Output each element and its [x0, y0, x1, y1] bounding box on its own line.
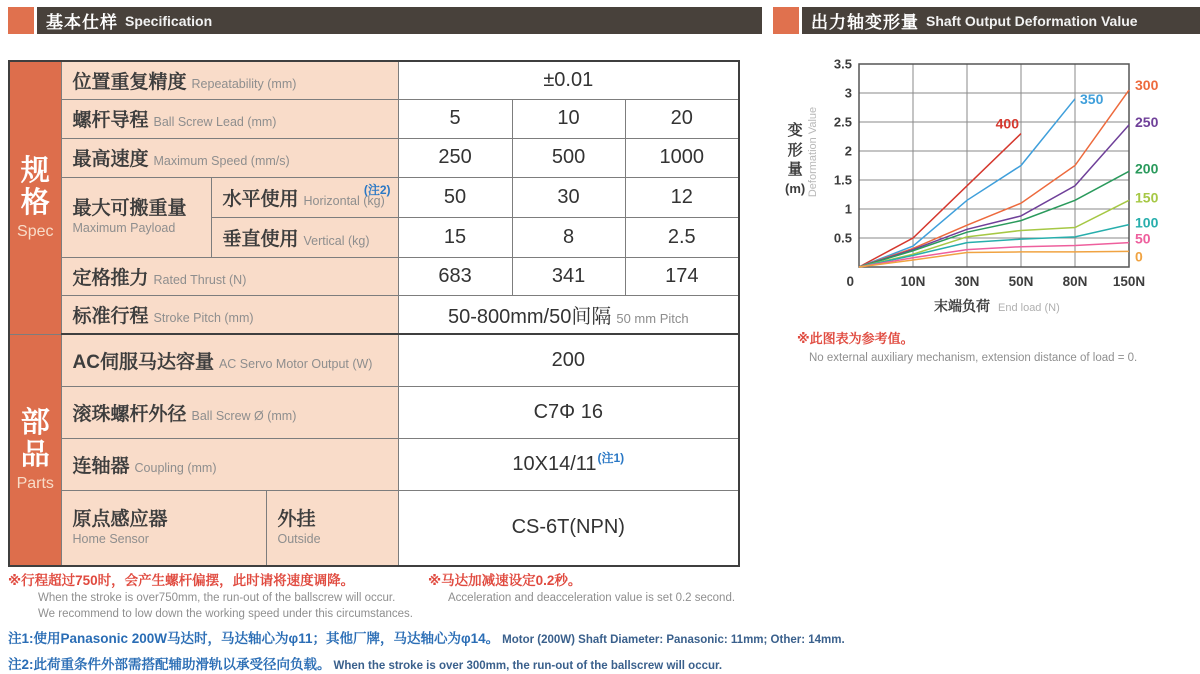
- value-cell: 200: [398, 334, 739, 386]
- section-band-spec: [9, 61, 61, 334]
- value-cell: 50: [398, 177, 512, 217]
- row-label-servo-output: AC伺服马达容量 AC Servo Motor Output (W): [61, 334, 398, 386]
- svg-text:1.5: 1.5: [833, 172, 852, 188]
- svg-text:200: 200: [1135, 160, 1159, 177]
- deformation-chart-area: [773, 52, 1200, 366]
- chart-reference-note: ※此图表为参考值。 No external auxiliary mechanism, extension distance of load = 0.: [797, 331, 1138, 364]
- value-cell: 683: [398, 257, 512, 295]
- svg-text:400: 400: [995, 115, 1019, 132]
- specification-table: [8, 60, 740, 567]
- svg-text:350: 350: [1080, 90, 1104, 107]
- row-label-stroke-pitch: 标准行程 Stroke Pitch (mm): [61, 295, 398, 334]
- value-cell: 2.5: [625, 217, 739, 257]
- svg-text:150N: 150N: [1112, 274, 1146, 289]
- band-en: Parts: [16, 474, 54, 492]
- svg-text:3.5: 3.5: [833, 56, 852, 72]
- footnote-note2: 注2:此荷重条件外部需搭配辅助滑轨以承受径向负载。 When the stroke is over 300mm, the run-out of the ballscrew will occur.: [8, 657, 723, 673]
- table-row: [9, 257, 739, 295]
- svg-text:末端负荷: 末端负荷: [934, 298, 990, 314]
- value-cell: 500: [512, 138, 625, 177]
- svg-text:0.5: 0.5: [833, 230, 852, 246]
- svg-text:0: 0: [846, 274, 854, 289]
- sub-label-horizontal: 水平使用 Horizontal (kg) (注2): [211, 177, 398, 217]
- accent-square-icon: [773, 7, 802, 34]
- row-label-repeatability: 位置重复精度 Repeatability (mm): [61, 61, 398, 99]
- value-cell: 5: [398, 99, 512, 138]
- svg-text:3: 3: [844, 85, 852, 101]
- deformation-header-zh: 出力轴变形量: [811, 13, 919, 32]
- row-label-ball-screw-dia: 滚珠螺杆外径 Ball Screw Ø (mm): [61, 386, 398, 438]
- svg-text:2: 2: [844, 143, 852, 159]
- row-label-max-speed: 最高速度 Maximum Speed (mm/s): [61, 138, 398, 177]
- row-label-home-sensor: 原点感应器 Home Sensor: [61, 490, 266, 566]
- sub-label-vertical: 垂直使用 Vertical (kg): [211, 217, 398, 257]
- table-row: [9, 99, 739, 138]
- table-row: [9, 177, 739, 217]
- table-row: [9, 138, 739, 177]
- band-zh: 规格: [20, 154, 50, 220]
- table-row: [9, 438, 739, 490]
- svg-text:0: 0: [1135, 248, 1143, 265]
- footnote-note1: 注1:使用Panasonic 200W马达时，马达轴心为φ11；其他厂牌，马达轴心为φ14。 Motor (200W) Shaft Diameter: Panasonic: 11mm; Other: 14mm.: [8, 631, 845, 647]
- band-zh: 部品: [20, 406, 50, 472]
- value-cell: 341: [512, 257, 625, 295]
- value-cell: 10: [512, 99, 625, 138]
- svg-text:10N: 10N: [900, 274, 926, 289]
- spec-header-zh: 基本仕样: [46, 13, 118, 32]
- note2-superscript: (注2): [363, 182, 391, 197]
- svg-text:100: 100: [1135, 214, 1159, 231]
- svg-text:250: 250: [1135, 113, 1159, 130]
- row-label-rated-thrust: 定格推力 Rated Thrust (N): [61, 257, 398, 295]
- value-cell: ±0.01: [398, 61, 739, 99]
- footnote-acceleration: ※马达加减速设定0.2秒。 Acceleration and deacceleration value is set 0.2 second.: [428, 573, 736, 605]
- deformation-section-header: [773, 7, 1200, 34]
- table-row: [9, 334, 739, 386]
- value-cell: 15: [398, 217, 512, 257]
- value-cell: 174: [625, 257, 739, 295]
- value-cell: 8: [512, 217, 625, 257]
- y-axis-title: 变形量 (m) Deformation Value: [785, 106, 819, 198]
- svg-text:2.5: 2.5: [833, 114, 852, 130]
- deformation-line-chart: [829, 52, 1189, 320]
- footnotes: [8, 572, 845, 674]
- value-cell: 12: [625, 177, 739, 217]
- table-row: [9, 295, 739, 334]
- value-cell: 30: [512, 177, 625, 217]
- note1-superscript: (注1): [597, 450, 625, 465]
- svg-text:150: 150: [1135, 189, 1159, 206]
- value-cell: 50-800mm/50间隔 50 mm Pitch: [398, 295, 739, 334]
- value-cell: CS-6T(NPN): [398, 490, 739, 566]
- value-cell: 250: [398, 138, 512, 177]
- deformation-header-en: Shaft Output Deformation Value: [926, 12, 1138, 29]
- svg-text:50: 50: [1135, 230, 1151, 247]
- value-cell: 20: [625, 99, 739, 138]
- svg-text:30N: 30N: [954, 274, 980, 289]
- table-row: [9, 386, 739, 438]
- row-label-max-payload: 最大可搬重量 Maximum Payload: [61, 177, 211, 257]
- spec-section-header: [8, 7, 762, 34]
- spec-header-en: Specification: [125, 12, 213, 29]
- svg-text:80N: 80N: [1062, 274, 1088, 289]
- accent-square-icon: [8, 7, 37, 34]
- table-row: [9, 61, 739, 99]
- svg-text:300: 300: [1135, 77, 1159, 94]
- row-label-coupling: 连轴器 Coupling (mm): [61, 438, 398, 490]
- section-band-parts: [9, 334, 61, 566]
- footnote-stroke-warning: ※行程超过750时，会产生螺杆偏摆，此时请将速度调降。 When the stroke is over750mm, the run-out of the ballscrew will occur. We recommend to low down the working speed under this circumstances.: [8, 573, 413, 621]
- svg-text:50N: 50N: [1008, 274, 1034, 289]
- svg-text:End load (N): End load (N): [998, 302, 1060, 314]
- sub-label-outside: 外挂 Outside: [266, 490, 398, 566]
- value-cell: 1000: [625, 138, 739, 177]
- table-row: [9, 490, 739, 566]
- row-label-ball-screw-lead: 螺杆导程 Ball Screw Lead (mm): [61, 99, 398, 138]
- value-cell: C7Φ 16: [398, 386, 739, 438]
- value-cell: 10X14/11$^{(注1)}$: [398, 438, 739, 490]
- svg-text:1: 1: [844, 201, 852, 217]
- band-en: Spec: [17, 222, 54, 240]
